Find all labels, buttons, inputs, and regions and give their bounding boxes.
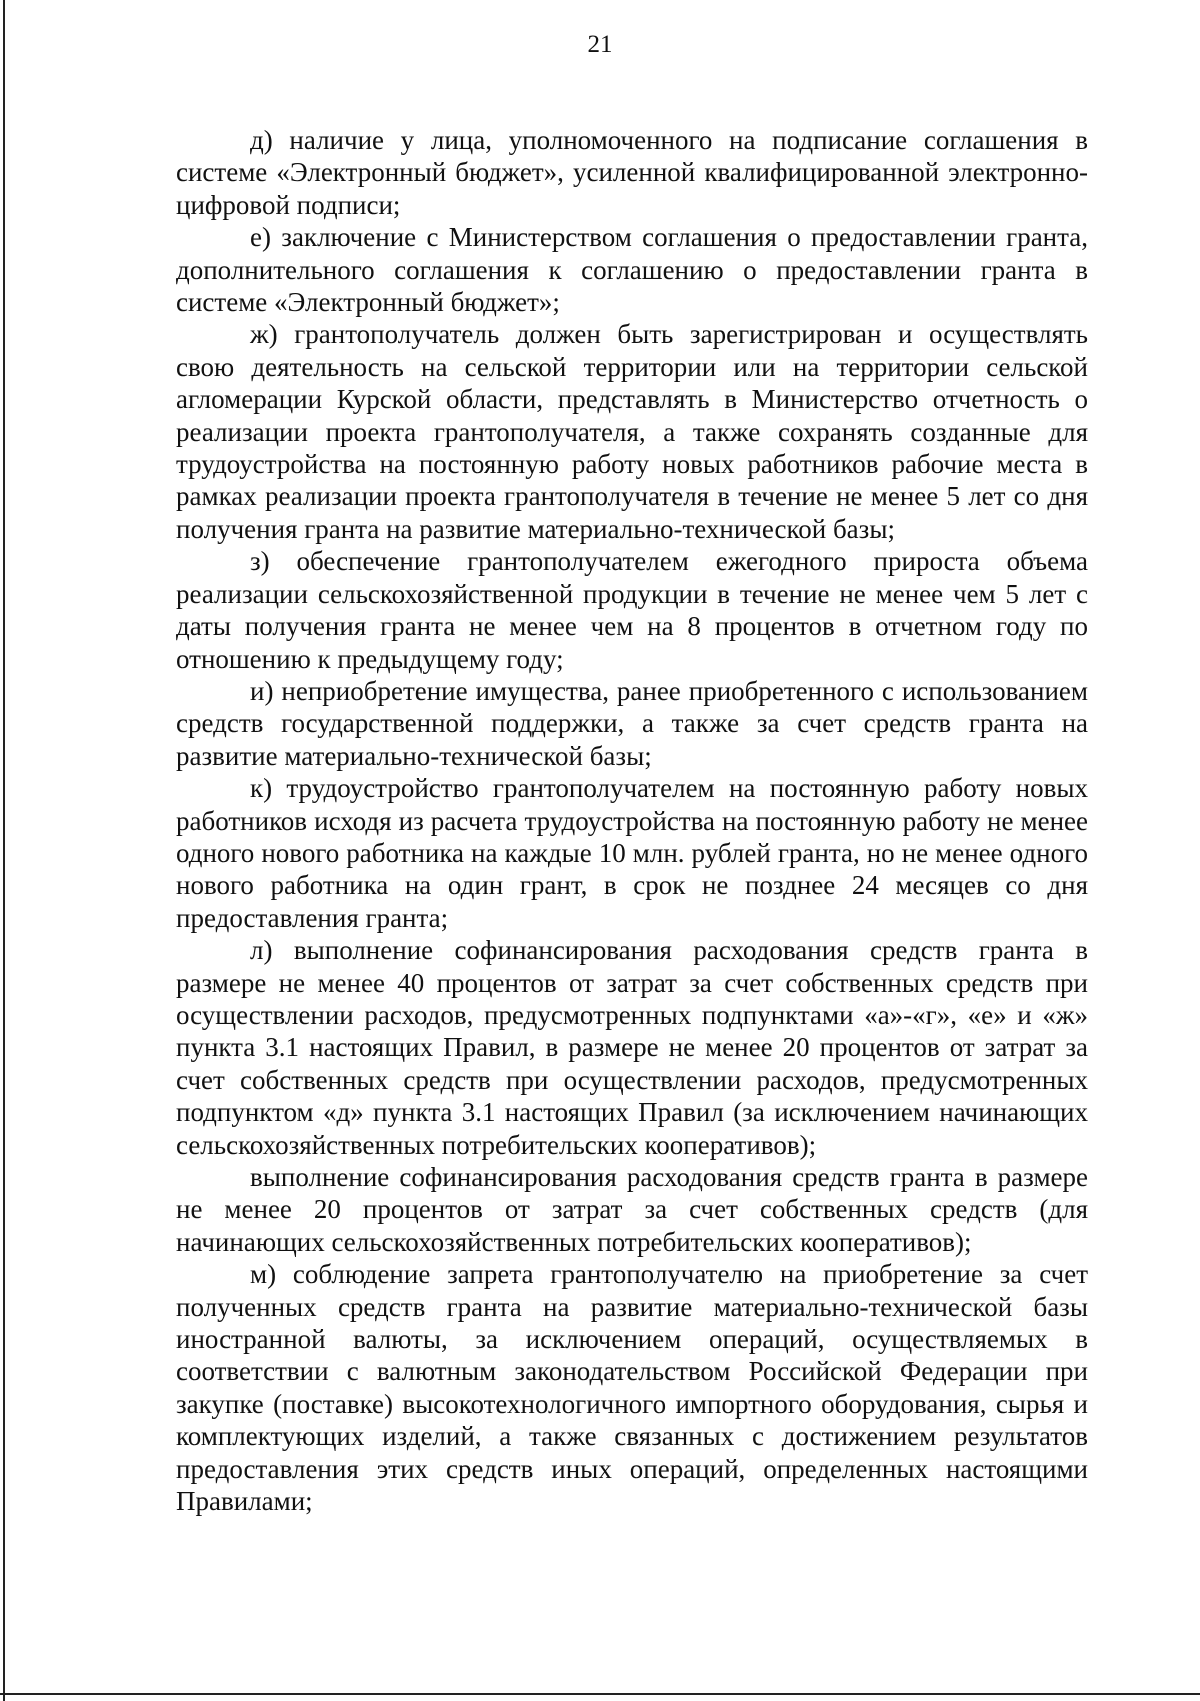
paragraph-i: и) неприобретение имущества, ранее приобретенного с использованием средств государственной поддержки, а также за счет средств гранта на развитие материально-технической базы; <box>176 675 1088 771</box>
paragraph-z: з) обеспечение грантополучателем ежегодного прироста объема реализации сельскохозяйственной продукции в течение не менее чем 5 лет с даты получения гранта не менее чем на 8 процентов в отчетном году по отношению к предыдущему году; <box>176 546 1088 674</box>
document-body <box>176 124 1088 1517</box>
paragraph-k: к) трудоустройство грантополучателем на постоянную работу новых работников исходя из расчета трудоустройства на постоянную работу не менее одного нового работника на каждые 10 млн. рублей гранта, но не менее одного нового работника на один грант, в срок не позднее 24 месяцев со дня предоставления гранта; <box>176 773 1088 933</box>
paragraph-d: д) наличие у лица, уполномоченного на подписание соглашения в системе «Электронный бюджет», усиленной квалифицированной электронно-цифровой подписи; <box>176 125 1088 220</box>
scan-edge-left <box>3 0 5 1701</box>
paragraph-zh: ж) грантополучатель должен быть зарегистрирован и осуществлять свою деятельность на сельской территории или на территории сельской агломерации Курской области, представлять в Министерство отчетность о реализации проекта грантополучателя, а также сохранять созданные для трудоустройства на постоянную работу новых работников рабочие места в рамках реализации проекта грантополучателя в течение не менее 5 лет со дня получения гранта на развитие материально-технической базы; <box>176 319 1088 544</box>
paragraph-e: е) заключение с Министерством соглашения о предоставлении гранта, дополнительного соглашения к соглашению о предоставлении гранта в системе «Электронный бюджет»; <box>176 222 1088 318</box>
paragraph-l: л) выполнение софинансирования расходования средств гранта в размере не менее 40 процентов от затрат за счет собственных средств при осуществлении расходов, предусмотренных подпунктами «а»-«г», «е» и «ж» пункта 3.1 настоящих Правил, в размере не менее 20 процентов от затрат за счет собственных средств при осуществлении расходов, предусмотренных подпунктом «д» пункта 3.1 настоящих Правил (за исключением начинающих сельскохозяйственных потребительских кооперативов); <box>176 935 1088 1160</box>
paragraph-l-continued: выполнение софинансирования расходования средств гранта в размере не менее 20 процентов от затрат за счет собственных средств (для начинающих сельскохозяйственных потребительских кооперативов); <box>176 1162 1088 1257</box>
paragraph-m: м) соблюдение запрета грантополучателю на приобретение за счет полученных средств гранта на развитие материально-технической базы иностранной валюты, за исключением операций, осуществляемых в соответствии с валютным законодательством Российской Федерации при закупке (поставке) высокотехнологичного импортного оборудования, сырья и комплектующих изделий, а также связанных с достижением результатов предоставления этих средств иных операций, определенных настоящими Правилами; <box>176 1259 1088 1517</box>
page-number: 21 <box>587 31 613 58</box>
scan-edge-bottom <box>0 1693 1200 1695</box>
